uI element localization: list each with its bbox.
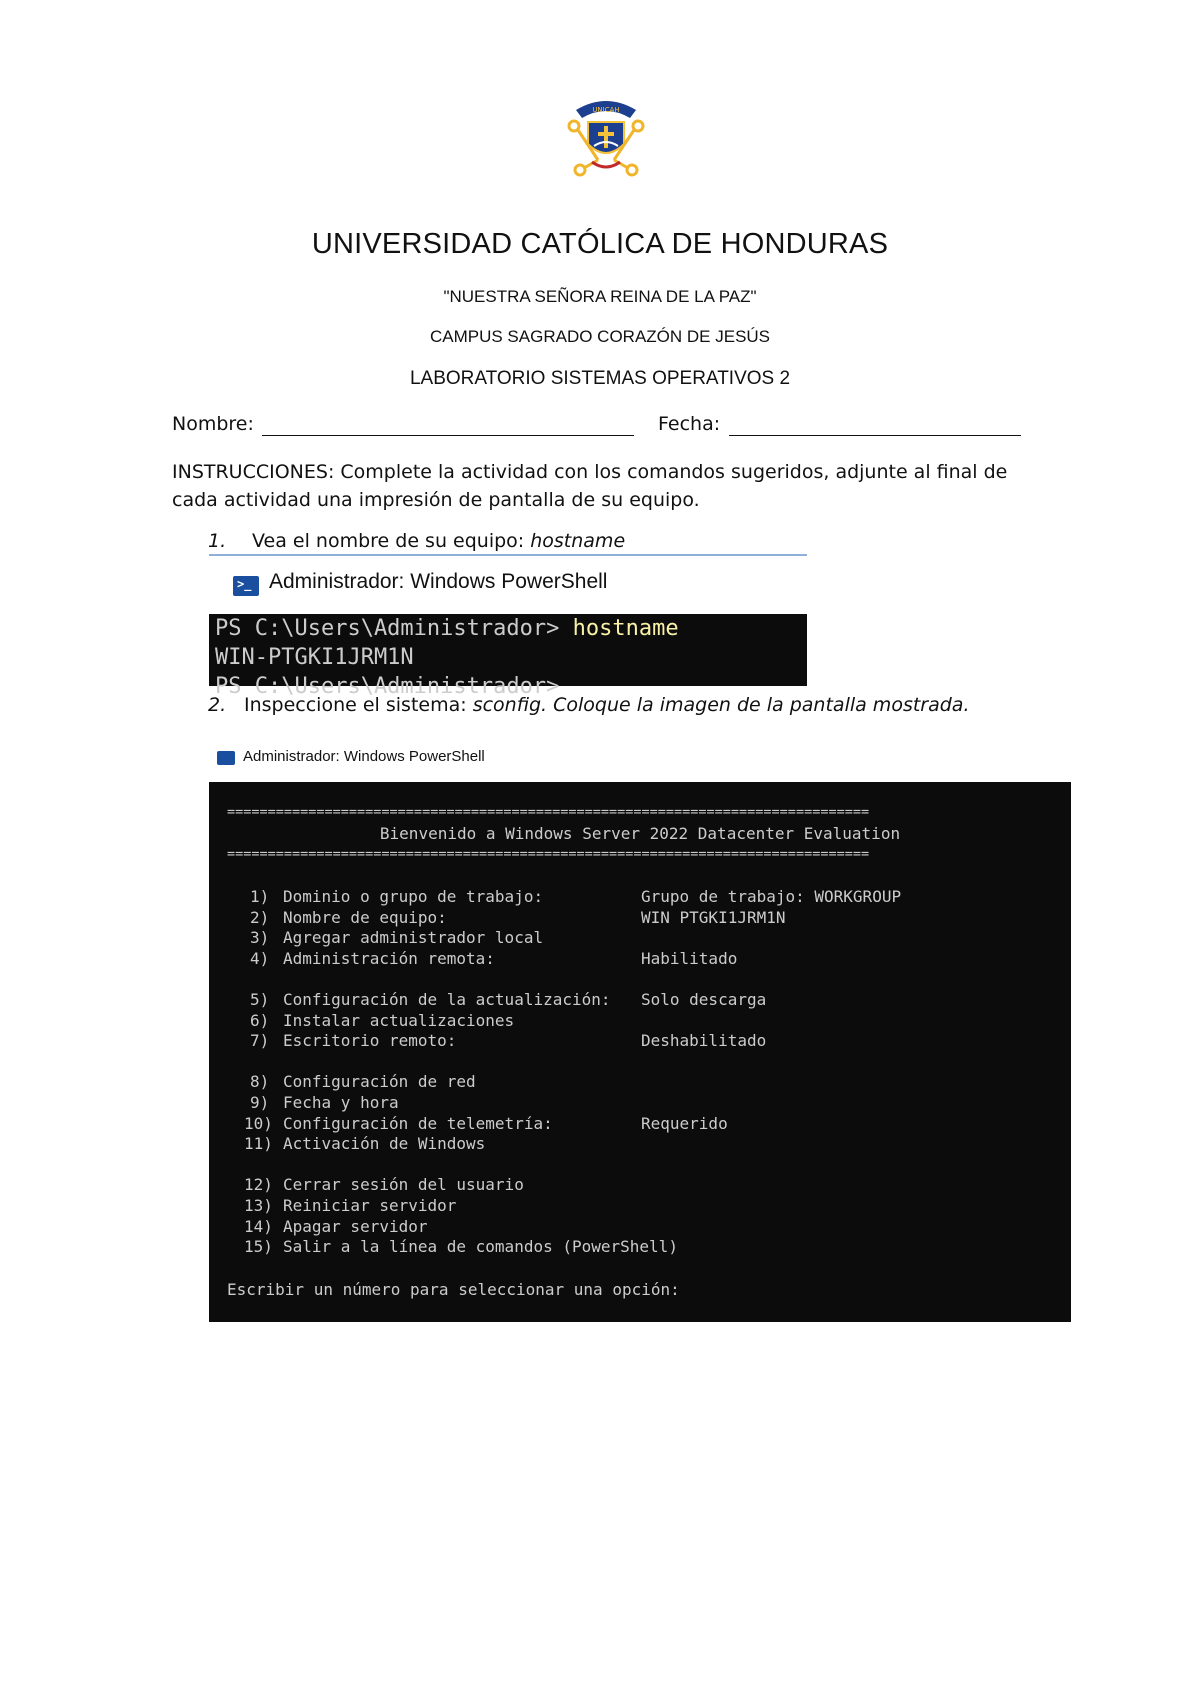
university-title: UNIVERSIDAD CATÓLICA DE HONDURAS — [311, 228, 889, 260]
powershell-screenshot-sconfig — [209, 782, 1071, 1322]
item-text: Inspeccione el sistema: — [244, 694, 473, 716]
powershell-icon — [217, 751, 235, 765]
terminal-prompt: PS C:\Users\Administrador> — [215, 616, 573, 641]
menu-option-label: Cerrar sesión del usuario — [283, 1175, 524, 1195]
menu-option-label: Activación de Windows — [283, 1134, 486, 1154]
menu-option-label: Configuración de red — [283, 1072, 476, 1092]
menu-option-value: Solo descarga — [641, 990, 767, 1009]
menu-option-value: Grupo de trabajo: WORKGROUP — [641, 887, 902, 906]
item-text: Vea el nombre de su equipo: — [252, 530, 531, 552]
name-label: Nombre: — [172, 413, 254, 435]
menu-option-label: Nombre de equipo: — [283, 907, 447, 927]
menu-option-label: Apagar servidor — [283, 1216, 428, 1236]
powershell-icon — [233, 576, 259, 596]
window-title: Administrador: Windows PowerShell — [243, 748, 485, 765]
terminal-output — [209, 614, 807, 699]
menu-option-label: Agregar administrador local — [283, 928, 544, 948]
university-logo — [558, 88, 654, 184]
item-extra: . Coloque la imagen de la pantalla mostrada. — [541, 694, 970, 716]
university-motto: "NUESTRA SEÑORA REINA DE LA PAZ" — [443, 287, 757, 306]
menu-option-number: 11) — [244, 1134, 273, 1154]
menu-option-label: Salir a la línea de comandos (PowerShell) — [283, 1237, 678, 1257]
date-field[interactable] — [729, 415, 1021, 436]
name-field[interactable] — [262, 415, 634, 436]
menu-option-value: Requerido — [641, 1113, 728, 1133]
menu-option-value: WIN PTGKI1JRM1N — [641, 907, 786, 927]
menu-option-label: Instalar actualizaciones — [283, 1010, 515, 1030]
menu-option-label: Dominio o grupo de trabajo: — [283, 887, 544, 906]
name-date-row — [172, 413, 1052, 443]
menu-option-number: 14) — [244, 1216, 273, 1236]
menu-option-number: 8) — [250, 1072, 270, 1092]
course-title: LABORATORIO SISTEMAS OPERATIVOS 2 — [409, 368, 791, 389]
item-command: sconfig — [472, 694, 542, 716]
banner: Bienvenido a Windows Server 2022 Datacenter Evaluation — [379, 824, 901, 843]
window-title: Administrador: Windows PowerShell — [269, 570, 608, 593]
menu-option-label: Configuración de telemetría: — [283, 1113, 553, 1133]
menu-option-number: 7) — [250, 1031, 270, 1051]
selection-prompt: Escribir un número para seleccionar una opción: — [227, 1280, 680, 1299]
menu-option-number: 5) — [250, 990, 270, 1009]
svg-text:UNICAH: UNICAH — [592, 106, 620, 114]
terminal-result: WIN-PTGKI1JRM1N — [215, 645, 414, 670]
menu-option-number: 15) — [244, 1237, 273, 1257]
menu-option-label: Escritorio remoto: — [283, 1031, 457, 1051]
menu-option-number: 6) — [250, 1010, 270, 1030]
campus-name: CAMPUS SAGRADO CORAZÓN DE JESÚS — [429, 327, 771, 346]
menu-option-number: 10) — [244, 1113, 273, 1133]
separator-line: =============================================================================== — [227, 804, 870, 820]
menu-option-number: 13) — [244, 1196, 273, 1215]
powershell-screenshot-hostname — [209, 554, 807, 699]
menu-option-label: Administración remota: — [283, 948, 495, 968]
terminal-command: hostname — [572, 616, 679, 641]
terminal-next-prompt: PS C:\Users\Administrador> — [215, 674, 560, 699]
menu-option-number: 2) — [250, 907, 270, 927]
item-number: 1. — [208, 530, 227, 552]
menu-option-number: 9) — [250, 1093, 270, 1112]
date-label: Fecha: — [658, 413, 721, 435]
menu-option-number: 4) — [250, 948, 270, 968]
menu-option-number: 1) — [250, 887, 270, 906]
menu-option-label: Fecha y hora — [283, 1093, 399, 1112]
menu-option-number: 3) — [250, 928, 270, 948]
item-number: 2. — [208, 694, 227, 716]
menu-option-label: Reiniciar servidor — [283, 1196, 457, 1215]
menu-option-number: 12) — [244, 1175, 273, 1195]
instructions: INSTRUCCIONES: Complete la actividad con los comandos sugeridos, adjunte al final de cada actividad una impresión de pantalla de su equipo. — [172, 461, 1008, 511]
menu-option-label: Configuración de la actualización: — [283, 990, 611, 1009]
separator-line: =============================================================================== — [227, 846, 870, 862]
window-titlebar — [209, 556, 807, 610]
menu-option-value: Habilitado — [641, 948, 738, 968]
menu-option-value: Deshabilitado — [641, 1031, 767, 1051]
item-command: hostname — [530, 530, 626, 552]
